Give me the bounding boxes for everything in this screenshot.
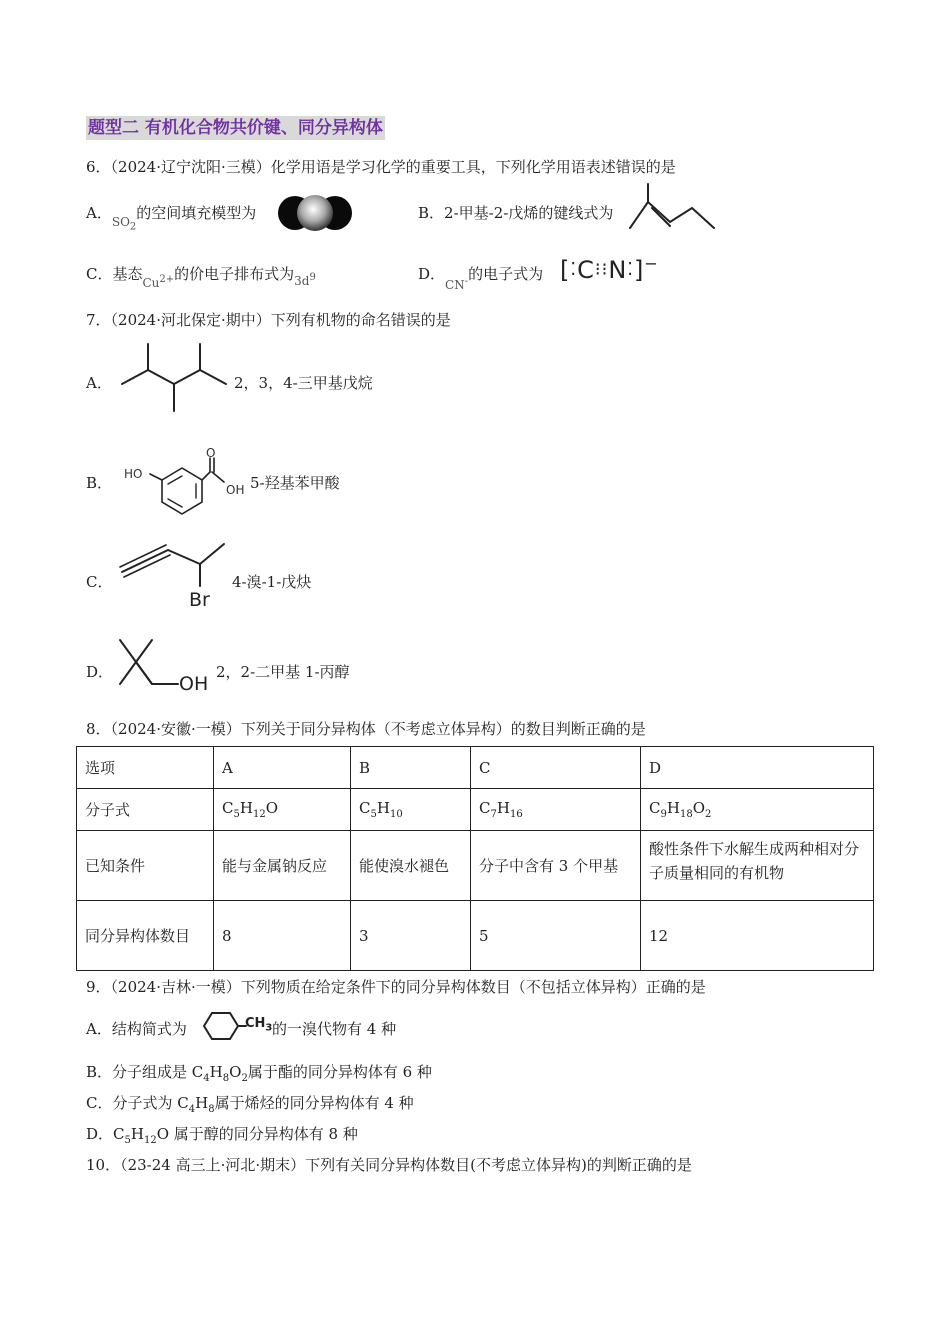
q7-d-label: D．: [86, 663, 114, 681]
table-cell: 选项: [77, 747, 214, 789]
q9-option-b: B．分子组成是 $C_4H_8O_2$属于酯的同分异构体有 6 种: [86, 1063, 432, 1084]
q9-a-ch3: $CH_3$: [245, 1016, 273, 1034]
q6-option-d: D．$_{CN^-}$的电子式为: [418, 265, 544, 292]
table-cell: D: [641, 747, 874, 789]
q6-a-text: 的空间填充模型为: [136, 204, 257, 222]
table-cell: 能使溴水褪色: [351, 831, 471, 901]
q6-b-skeletal-formula: [630, 182, 720, 232]
q7-d-skeletal-formula: [116, 636, 216, 694]
formula-cell-b: $C_5H_{10}$: [351, 789, 471, 831]
table-cell: 分子中含有 3 个甲基: [471, 831, 641, 901]
table-cell: 5: [471, 901, 641, 971]
q9-a-text: 的一溴代物有 4 种: [272, 1020, 397, 1038]
table-row: [77, 901, 874, 971]
q6-option-c: C．基态$_{Cu^{2+}}$的价电子排布式为$_{3d^9}$: [86, 265, 316, 290]
q7-c-br: Br: [189, 589, 210, 611]
q7-stem: 7．（2024·河北保定·期中）下列有机物的命名错误的是: [86, 311, 451, 329]
q6-option-a: [86, 202, 257, 233]
table-cell: 8: [214, 901, 351, 971]
formula-cell-d: $C_9H_{18}O_2$: [641, 789, 874, 831]
q8-stem: 8．（2024·安徽·一模）下列关于同分异构体（不考虑立体异构）的数目判断正确的是: [86, 720, 646, 738]
table-cell: 已知条件: [77, 831, 214, 901]
q7-b-o: O: [206, 446, 216, 460]
q7-a-name: 2，3，4-三甲基戊烷: [234, 374, 373, 392]
q6-c-config: 3d9: [294, 272, 316, 288]
q7-c-name: 4-溴-1-戊炔: [232, 573, 312, 591]
q7-d-name: 2，2-二甲基 1-丙醇: [216, 663, 350, 681]
q6-stem: 6．（2024·辽宁沈阳·三模）化学用语是学习化学的重要工具，下列化学用语表述错误的是: [86, 158, 676, 176]
table-cell: C: [471, 747, 641, 789]
q8-table: [76, 746, 874, 971]
table-cell: 能与金属钠反应: [214, 831, 351, 901]
table-cell: 酸性条件下水解生成两种相对分子质量相同的有机物: [641, 831, 874, 901]
q7-b-label: B．: [86, 474, 113, 492]
table-cell: 同分异构体数目: [77, 901, 214, 971]
table-row: [77, 789, 874, 831]
q6-option-b: B．2-甲基-2-戊烯的键线式为: [418, 204, 614, 222]
q7-c-label: C．: [86, 573, 113, 591]
q7-b-ho: HO: [124, 467, 143, 481]
q7-a-label: A．: [86, 374, 112, 392]
q9-stem: 9．（2024·吉林·一模）下列物质在给定条件下的同分异构体数目（不包括立体异构）正确的是: [86, 978, 706, 996]
table-cell: 3: [351, 901, 471, 971]
table-cell: 分子式: [77, 789, 214, 831]
so2-space-filling-model: [277, 193, 357, 233]
q7-c-skeletal-formula: [118, 540, 234, 612]
table-cell: B: [351, 747, 471, 789]
q7-a-skeletal-formula: [120, 340, 230, 415]
formula-cell-c: $C_7H_{16}$: [471, 789, 641, 831]
q7-b-oh: OH: [226, 483, 245, 497]
q6-a-label: A．: [86, 204, 112, 222]
section-title: 题型二 有机化合物共价键、同分异构体: [88, 118, 383, 138]
table-row: [77, 831, 874, 901]
q6-a-formula: SO2: [111, 215, 137, 233]
cn-electron-formula: [⁚C⁝⁝N⁚]−: [560, 254, 659, 284]
q10-stem: 10．（23-24 高三上·河北·期末）下列有关同分异构体数目(不考虑立体异构)的判断正确的是: [86, 1156, 692, 1174]
table-cell: A: [214, 747, 351, 789]
q6-c-ion: Cu2+: [142, 274, 175, 290]
formula-cell-a: $C_5H_{12}O$: [214, 789, 351, 831]
q7-b-structure: [120, 448, 250, 520]
q9-a-label: A．结构简式为: [86, 1020, 187, 1038]
q6-d-ion: CN-: [445, 276, 469, 292]
q9-option-d: D．$C_5H_{12}O$ 属于醇的同分异构体有 8 种: [86, 1125, 358, 1146]
q7-d-oh: OH: [179, 673, 209, 695]
table-row: [77, 747, 874, 789]
table-cell: 12: [641, 901, 874, 971]
q9-option-c: C．分子式为 $C_4H_8$属于烯烃的同分异构体有 4 种: [86, 1094, 414, 1115]
q7-b-name: 5-羟基苯甲酸: [250, 474, 340, 492]
